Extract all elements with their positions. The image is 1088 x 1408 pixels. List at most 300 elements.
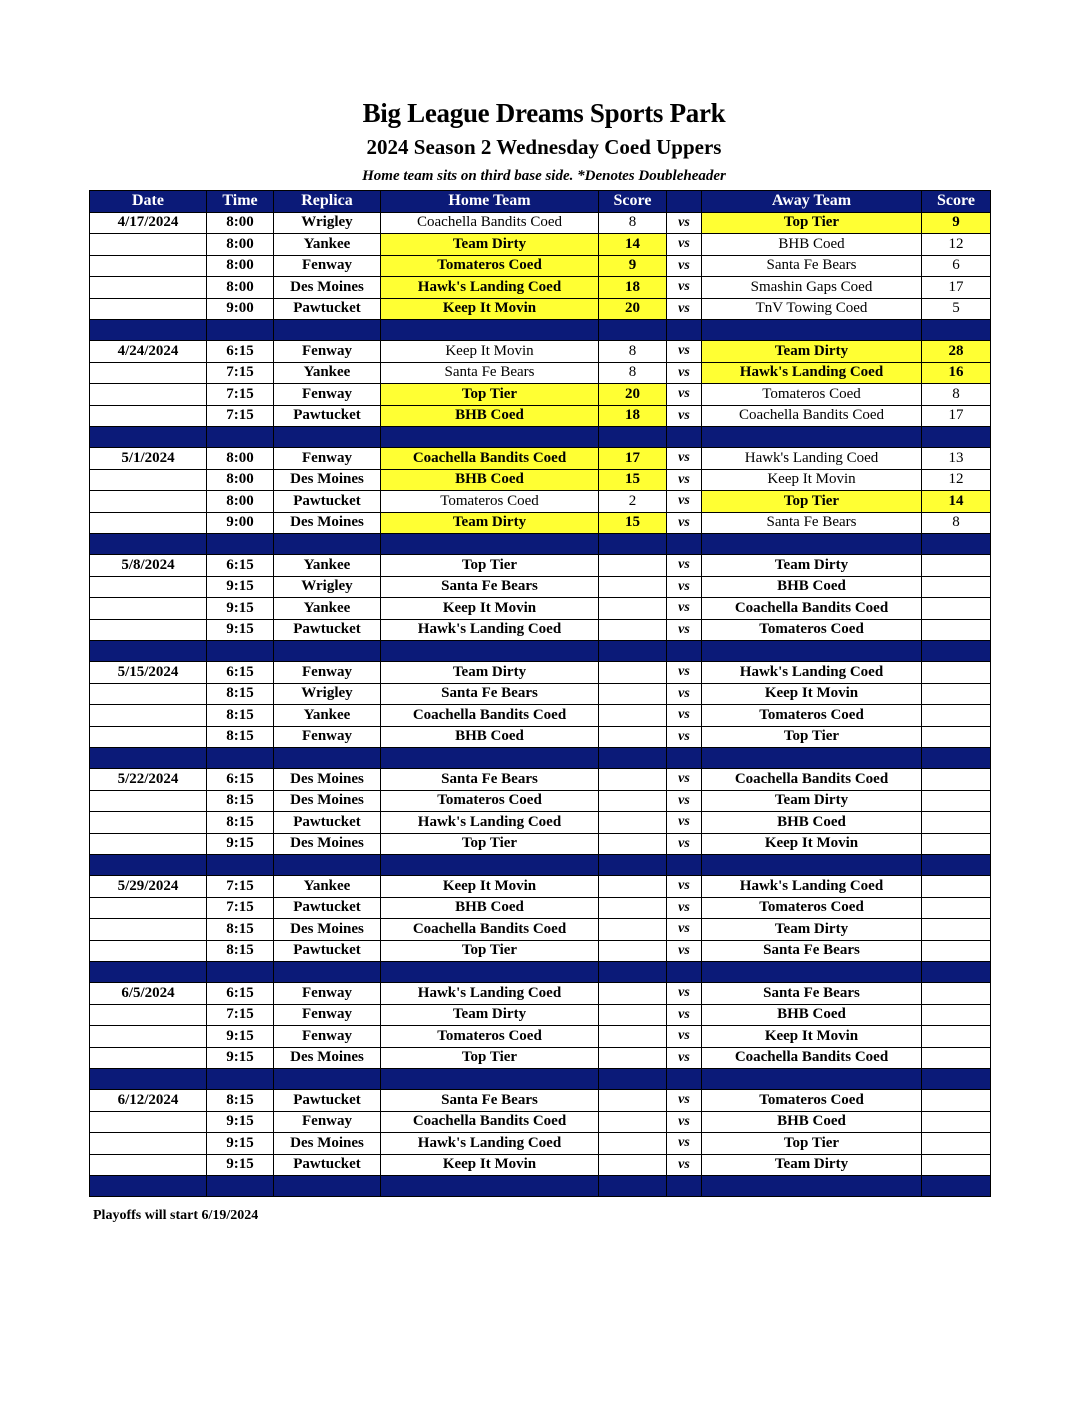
game-row — [90, 448, 991, 470]
game-replica: Pawtucket — [274, 619, 381, 641]
home-score: 15 — [599, 469, 667, 491]
game-row — [90, 384, 991, 406]
home-score — [599, 769, 667, 791]
home-team: Top Tier — [381, 1047, 599, 1069]
home-score: 18 — [599, 405, 667, 427]
vs-label: vs — [667, 362, 702, 384]
separator-cell — [274, 1176, 381, 1197]
game-time: 7:15 — [207, 876, 274, 898]
away-score — [922, 705, 991, 727]
game-date — [90, 384, 207, 406]
home-team: Keep It Movin — [381, 876, 599, 898]
game-row — [90, 255, 991, 277]
separator-cell — [599, 320, 667, 341]
game-date: 5/8/2024 — [90, 555, 207, 577]
game-time: 8:15 — [207, 790, 274, 812]
separator-cell — [702, 962, 922, 983]
home-score: 8 — [599, 362, 667, 384]
away-team: Hawk's Landing Coed — [702, 362, 922, 384]
away-team: Santa Fe Bears — [702, 512, 922, 534]
game-time: 8:15 — [207, 683, 274, 705]
separator-cell — [207, 855, 274, 876]
away-score — [922, 940, 991, 962]
separator-cell — [381, 1069, 599, 1090]
separator-cell — [207, 320, 274, 341]
game-time: 8:00 — [207, 255, 274, 277]
week-separator — [90, 855, 991, 876]
vs-label: vs — [667, 1004, 702, 1026]
separator-cell — [274, 1069, 381, 1090]
game-date — [90, 683, 207, 705]
home-score — [599, 726, 667, 748]
vs-label: vs — [667, 298, 702, 320]
game-row — [90, 876, 991, 898]
game-replica: Fenway — [274, 662, 381, 684]
week-separator — [90, 1069, 991, 1090]
away-score — [922, 1133, 991, 1155]
game-time: 9:15 — [207, 1026, 274, 1048]
separator-cell — [922, 855, 991, 876]
home-score — [599, 1111, 667, 1133]
game-date — [90, 576, 207, 598]
home-team: Santa Fe Bears — [381, 769, 599, 791]
vs-label: vs — [667, 662, 702, 684]
game-replica: Pawtucket — [274, 812, 381, 834]
game-time: 8:15 — [207, 940, 274, 962]
vs-label: vs — [667, 255, 702, 277]
away-score: 13 — [922, 448, 991, 470]
schedule-body — [90, 212, 991, 1197]
vs-label: vs — [667, 1133, 702, 1155]
playoffs-note: Playoffs will start 6/19/2024 — [93, 1208, 259, 1223]
separator-cell — [274, 855, 381, 876]
game-replica: Pawtucket — [274, 1154, 381, 1176]
separator-cell — [702, 641, 922, 662]
game-replica: Des Moines — [274, 833, 381, 855]
game-row — [90, 212, 991, 234]
away-score: 14 — [922, 491, 991, 513]
away-team: Coachella Bandits Coed — [702, 405, 922, 427]
home-score — [599, 812, 667, 834]
separator-cell — [381, 427, 599, 448]
away-team: BHB Coed — [702, 812, 922, 834]
away-team: BHB Coed — [702, 1004, 922, 1026]
separator-cell — [381, 855, 599, 876]
game-date — [90, 234, 207, 256]
game-replica: Fenway — [274, 1111, 381, 1133]
away-score — [922, 919, 991, 941]
game-row — [90, 298, 991, 320]
home-score: 9 — [599, 255, 667, 277]
home-score: 18 — [599, 277, 667, 299]
col-time: Time — [207, 191, 274, 213]
home-score — [599, 897, 667, 919]
away-score — [922, 1154, 991, 1176]
game-date: 5/22/2024 — [90, 769, 207, 791]
game-time: 9:00 — [207, 298, 274, 320]
game-row — [90, 469, 991, 491]
separator-cell — [599, 1176, 667, 1197]
home-team: Team Dirty — [381, 662, 599, 684]
separator-cell — [274, 641, 381, 662]
vs-label: vs — [667, 769, 702, 791]
game-time: 7:15 — [207, 897, 274, 919]
home-team: Keep It Movin — [381, 298, 599, 320]
home-score: 8 — [599, 212, 667, 234]
separator-cell — [274, 320, 381, 341]
vs-label: vs — [667, 234, 702, 256]
away-score — [922, 1004, 991, 1026]
home-team: Top Tier — [381, 555, 599, 577]
separator-cell — [90, 534, 207, 555]
game-replica: Des Moines — [274, 1133, 381, 1155]
separator-cell — [207, 748, 274, 769]
away-team: Keep It Movin — [702, 833, 922, 855]
game-replica: Pawtucket — [274, 897, 381, 919]
game-row — [90, 1111, 991, 1133]
game-replica: Yankee — [274, 362, 381, 384]
separator-cell — [667, 427, 702, 448]
game-date — [90, 277, 207, 299]
separator-cell — [702, 1176, 922, 1197]
vs-label: vs — [667, 469, 702, 491]
home-score: 20 — [599, 384, 667, 406]
away-score — [922, 983, 991, 1005]
away-score: 8 — [922, 512, 991, 534]
away-team: Tomateros Coed — [702, 619, 922, 641]
separator-cell — [274, 748, 381, 769]
home-team: Top Tier — [381, 384, 599, 406]
game-date — [90, 812, 207, 834]
home-score: 15 — [599, 512, 667, 534]
separator-cell — [702, 427, 922, 448]
game-time: 6:15 — [207, 983, 274, 1005]
separator-cell — [90, 1176, 207, 1197]
game-time: 7:15 — [207, 1004, 274, 1026]
away-score — [922, 876, 991, 898]
vs-label: vs — [667, 790, 702, 812]
game-date — [90, 255, 207, 277]
separator-cell — [599, 748, 667, 769]
game-date — [90, 298, 207, 320]
game-replica: Fenway — [274, 448, 381, 470]
game-date — [90, 919, 207, 941]
separator-cell — [90, 427, 207, 448]
away-team: Hawk's Landing Coed — [702, 876, 922, 898]
away-score — [922, 1026, 991, 1048]
game-row — [90, 983, 991, 1005]
vs-label: vs — [667, 341, 702, 363]
game-time: 9:15 — [207, 1133, 274, 1155]
away-score: 12 — [922, 234, 991, 256]
home-score — [599, 876, 667, 898]
vs-label: vs — [667, 1090, 702, 1112]
separator-cell — [207, 1176, 274, 1197]
col-replica: Replica — [274, 191, 381, 213]
away-team: Santa Fe Bears — [702, 940, 922, 962]
col-home-team: Home Team — [381, 191, 599, 213]
home-score — [599, 1090, 667, 1112]
week-separator — [90, 427, 991, 448]
away-score — [922, 1090, 991, 1112]
vs-label: vs — [667, 448, 702, 470]
away-score — [922, 726, 991, 748]
game-row — [90, 940, 991, 962]
col-vs — [667, 191, 702, 213]
game-date: 4/17/2024 — [90, 212, 207, 234]
vs-label: vs — [667, 491, 702, 513]
home-team: Tomateros Coed — [381, 255, 599, 277]
page-title: Big League Dreams Sports Park — [362, 98, 726, 128]
game-time: 9:15 — [207, 833, 274, 855]
away-team: BHB Coed — [702, 234, 922, 256]
home-team: Keep It Movin — [381, 598, 599, 620]
game-time: 8:15 — [207, 1090, 274, 1112]
away-team: Smashin Gaps Coed — [702, 277, 922, 299]
vs-label: vs — [667, 683, 702, 705]
away-team: BHB Coed — [702, 576, 922, 598]
away-score — [922, 555, 991, 577]
separator-cell — [90, 962, 207, 983]
away-score — [922, 1111, 991, 1133]
separator-cell — [207, 962, 274, 983]
home-team: Keep It Movin — [381, 1154, 599, 1176]
separator-cell — [599, 855, 667, 876]
separator-cell — [599, 1069, 667, 1090]
game-date — [90, 833, 207, 855]
away-team: Santa Fe Bears — [702, 983, 922, 1005]
game-time: 9:15 — [207, 1154, 274, 1176]
game-time: 8:15 — [207, 726, 274, 748]
game-date — [90, 619, 207, 641]
game-time: 9:15 — [207, 1111, 274, 1133]
separator-cell — [381, 641, 599, 662]
game-replica: Fenway — [274, 726, 381, 748]
away-team: Top Tier — [702, 726, 922, 748]
separator-cell — [922, 1176, 991, 1197]
home-score — [599, 1133, 667, 1155]
away-team: Keep It Movin — [702, 1026, 922, 1048]
game-replica: Des Moines — [274, 769, 381, 791]
home-score — [599, 598, 667, 620]
home-team: Top Tier — [381, 940, 599, 962]
game-time: 8:00 — [207, 469, 274, 491]
game-row — [90, 277, 991, 299]
game-row — [90, 919, 991, 941]
away-score: 28 — [922, 341, 991, 363]
game-replica: Des Moines — [274, 919, 381, 941]
home-team: BHB Coed — [381, 897, 599, 919]
home-team: Hawk's Landing Coed — [381, 812, 599, 834]
separator-cell — [90, 855, 207, 876]
game-row — [90, 555, 991, 577]
game-row — [90, 1004, 991, 1026]
away-team: Coachella Bandits Coed — [702, 769, 922, 791]
away-score — [922, 812, 991, 834]
separator-cell — [381, 748, 599, 769]
away-team: Team Dirty — [702, 919, 922, 941]
home-score — [599, 619, 667, 641]
vs-label: vs — [667, 897, 702, 919]
header-row — [90, 191, 991, 213]
game-time: 6:15 — [207, 662, 274, 684]
game-date — [90, 726, 207, 748]
game-replica: Fenway — [274, 1004, 381, 1026]
home-score — [599, 919, 667, 941]
home-score — [599, 1026, 667, 1048]
home-score: 20 — [599, 298, 667, 320]
away-team: Keep It Movin — [702, 683, 922, 705]
home-team: BHB Coed — [381, 726, 599, 748]
away-team: Team Dirty — [702, 790, 922, 812]
home-score — [599, 555, 667, 577]
separator-cell — [922, 1069, 991, 1090]
game-row — [90, 1047, 991, 1069]
vs-label: vs — [667, 876, 702, 898]
separator-cell — [207, 534, 274, 555]
separator-cell — [381, 534, 599, 555]
separator-cell — [599, 534, 667, 555]
game-date — [90, 469, 207, 491]
game-replica: Wrigley — [274, 683, 381, 705]
game-date: 5/29/2024 — [90, 876, 207, 898]
game-replica: Pawtucket — [274, 491, 381, 513]
vs-label: vs — [667, 812, 702, 834]
game-date — [90, 940, 207, 962]
home-score — [599, 790, 667, 812]
separator-cell — [274, 962, 381, 983]
home-score — [599, 833, 667, 855]
game-row — [90, 362, 991, 384]
home-team: Team Dirty — [381, 234, 599, 256]
separator-cell — [922, 748, 991, 769]
away-score: 17 — [922, 277, 991, 299]
away-team: Keep It Movin — [702, 469, 922, 491]
game-date — [90, 405, 207, 427]
game-row — [90, 512, 991, 534]
separator-cell — [207, 641, 274, 662]
game-date — [90, 897, 207, 919]
game-time: 6:15 — [207, 341, 274, 363]
home-team: Coachella Bandits Coed — [381, 1111, 599, 1133]
home-score — [599, 662, 667, 684]
game-date — [90, 1004, 207, 1026]
game-date — [90, 1111, 207, 1133]
home-team: Top Tier — [381, 833, 599, 855]
col-away-team: Away Team — [702, 191, 922, 213]
game-replica: Yankee — [274, 234, 381, 256]
game-time: 9:15 — [207, 1047, 274, 1069]
separator-cell — [922, 641, 991, 662]
vs-label: vs — [667, 983, 702, 1005]
game-row — [90, 1133, 991, 1155]
separator-cell — [90, 320, 207, 341]
home-team: Hawk's Landing Coed — [381, 1133, 599, 1155]
vs-label: vs — [667, 555, 702, 577]
home-team: Santa Fe Bears — [381, 683, 599, 705]
game-replica: Des Moines — [274, 277, 381, 299]
game-time: 9:15 — [207, 598, 274, 620]
home-team: Coachella Bandits Coed — [381, 705, 599, 727]
week-separator — [90, 320, 991, 341]
home-score: 17 — [599, 448, 667, 470]
vs-label: vs — [667, 405, 702, 427]
home-score — [599, 940, 667, 962]
home-score — [599, 1047, 667, 1069]
vs-label: vs — [667, 619, 702, 641]
separator-cell — [599, 641, 667, 662]
game-row — [90, 1090, 991, 1112]
separator-cell — [702, 534, 922, 555]
game-date — [90, 598, 207, 620]
away-score: 16 — [922, 362, 991, 384]
separator-cell — [667, 320, 702, 341]
separator-cell — [274, 534, 381, 555]
separator-cell — [922, 962, 991, 983]
vs-label: vs — [667, 919, 702, 941]
home-team: BHB Coed — [381, 405, 599, 427]
game-row — [90, 897, 991, 919]
separator-cell — [274, 427, 381, 448]
home-team: Coachella Bandits Coed — [381, 212, 599, 234]
separator-cell — [381, 962, 599, 983]
vs-label: vs — [667, 940, 702, 962]
game-replica: Wrigley — [274, 212, 381, 234]
away-score — [922, 683, 991, 705]
home-team: Santa Fe Bears — [381, 576, 599, 598]
vs-label: vs — [667, 576, 702, 598]
game-date: 5/1/2024 — [90, 448, 207, 470]
away-score — [922, 598, 991, 620]
away-team: Team Dirty — [702, 341, 922, 363]
away-team: Top Tier — [702, 212, 922, 234]
home-team: Tomateros Coed — [381, 1026, 599, 1048]
away-team: Hawk's Landing Coed — [702, 662, 922, 684]
home-team: Santa Fe Bears — [381, 1090, 599, 1112]
away-team: Coachella Bandits Coed — [702, 598, 922, 620]
game-row — [90, 726, 991, 748]
game-row — [90, 341, 991, 363]
home-score — [599, 1004, 667, 1026]
game-row — [90, 812, 991, 834]
home-team: BHB Coed — [381, 469, 599, 491]
separator-cell — [90, 641, 207, 662]
game-replica: Fenway — [274, 384, 381, 406]
separator-cell — [667, 1176, 702, 1197]
away-team: Tomateros Coed — [702, 705, 922, 727]
game-time: 6:15 — [207, 769, 274, 791]
away-score: 12 — [922, 469, 991, 491]
away-score — [922, 576, 991, 598]
away-score — [922, 833, 991, 855]
vs-label: vs — [667, 598, 702, 620]
game-date — [90, 790, 207, 812]
away-team: Tomateros Coed — [702, 897, 922, 919]
game-replica: Wrigley — [274, 576, 381, 598]
game-replica: Pawtucket — [274, 1090, 381, 1112]
away-score — [922, 662, 991, 684]
away-score — [922, 1047, 991, 1069]
week-separator — [90, 641, 991, 662]
vs-label: vs — [667, 512, 702, 534]
col-home-score: Score — [599, 191, 667, 213]
game-time: 9:15 — [207, 619, 274, 641]
game-time: 7:15 — [207, 405, 274, 427]
home-score: 2 — [599, 491, 667, 513]
game-time: 8:00 — [207, 277, 274, 299]
away-score — [922, 790, 991, 812]
game-time: 7:15 — [207, 384, 274, 406]
